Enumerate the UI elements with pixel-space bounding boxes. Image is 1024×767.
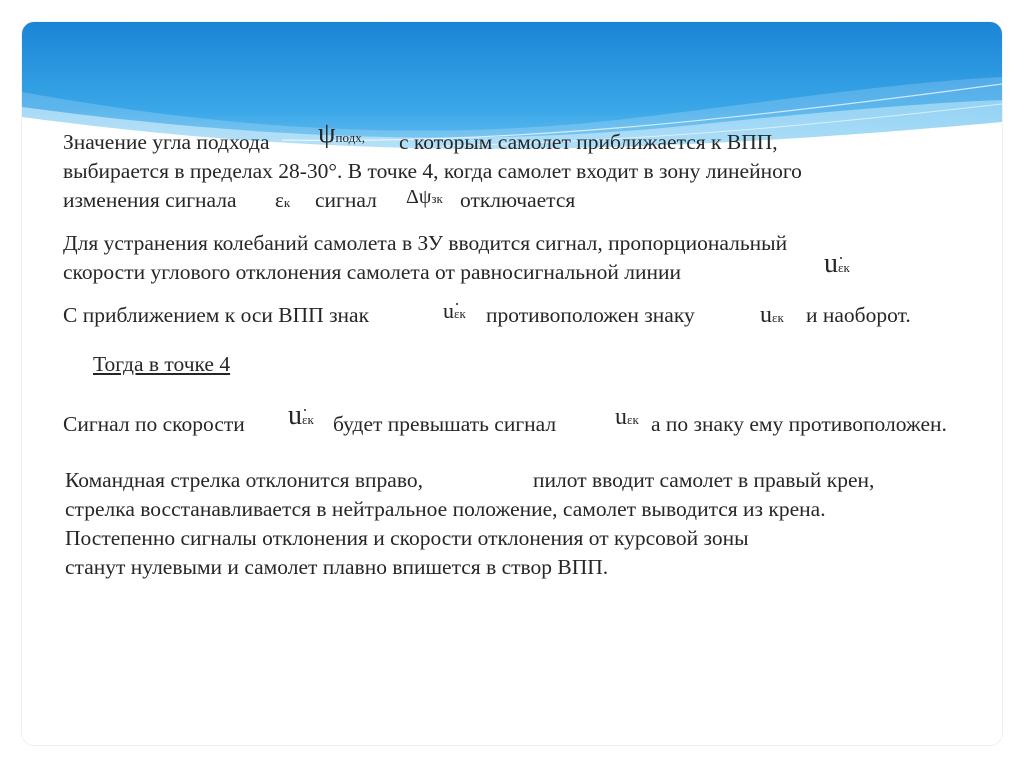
p1-line1 xyxy=(63,128,270,156)
p6-line4: станут нулевыми и самолет плавно впишется в створ ВПП. xyxy=(65,555,609,579)
epsilon-subscript: к xyxy=(283,195,291,210)
k-subscript: к xyxy=(459,306,466,321)
u-glyph: u xyxy=(443,298,454,323)
p5-text-b: будет превышать сигнал xyxy=(333,412,557,436)
k-subscript: к xyxy=(632,412,639,427)
p3-text-c: и наоборот. xyxy=(806,303,911,327)
p5-text-a: Сигнал по скорости xyxy=(63,412,245,436)
p6-line2: стрелка восстанавливается в нейтральное положение, самолет выводится из крена. xyxy=(65,497,826,521)
p1-line3 xyxy=(63,186,237,214)
p1-line2: выбирается в пределах 28-30°. В точке 4, когда самолет входит в зону линейного xyxy=(63,159,802,183)
eps-dot-subscript: ε xyxy=(302,412,308,427)
delta-psi-glyph: Δψ xyxy=(406,186,432,208)
p1-line3-b: сигнал xyxy=(315,188,377,212)
eps-subscript: ε xyxy=(772,310,778,325)
psi-subscript: подх, xyxy=(335,130,365,145)
p3-text-b: противоположен знаку xyxy=(486,303,695,327)
slide xyxy=(22,22,1002,745)
p5-text-c: а по знаку ему противоположен. xyxy=(651,412,947,436)
eps-subscript: ε xyxy=(627,412,633,427)
p1-line1-cont xyxy=(399,128,778,156)
p1-line3-c: отключается xyxy=(460,188,576,212)
k-subscript: к xyxy=(777,310,784,325)
p4-underlined-heading: Тогда в точке 4 xyxy=(93,352,231,376)
k-subscript: к xyxy=(843,260,850,275)
text-segment: Значение угла подхода xyxy=(63,130,270,154)
u-eps-dot-symbol-3 xyxy=(288,400,314,432)
p6-line1-b: пилот вводит самолет в правый крен, xyxy=(533,468,875,492)
u-glyph: u xyxy=(288,400,302,431)
p2-line1: Для устранения колебаний самолета в ЗУ вводится сигнал, пропорциональный xyxy=(63,231,788,255)
text-segment: изменения сигнала xyxy=(63,188,237,212)
psi-glyph: ψ xyxy=(318,118,336,149)
u-eps-dot-symbol-2 xyxy=(443,298,466,324)
p3-text-a: С приближением к оси ВПП знак xyxy=(63,303,370,327)
u-glyph: u xyxy=(824,248,838,279)
p2-line2: скорости углового отклонения самолета от равносигнальной линии xyxy=(63,260,681,284)
p6-line3: Постепенно сигналы отклонения и скорости отклонения от курсовой зоны xyxy=(65,526,749,550)
eps-dot-subscript: ε xyxy=(454,306,460,321)
u-eps-dot-symbol xyxy=(824,248,850,280)
delta-psi-subscript: зк xyxy=(431,191,443,206)
psi-approach-symbol xyxy=(318,118,365,150)
text-segment: с которым самолет приближается к ВПП, xyxy=(399,130,778,154)
p6-line1-a: Командная стрелка отклонится вправо, xyxy=(65,468,423,492)
eps-dot-subscript: ε xyxy=(838,260,844,275)
epsilon-glyph: ε xyxy=(275,188,284,212)
delta-psi-symbol xyxy=(406,186,443,209)
u-glyph: u xyxy=(615,404,627,430)
u-eps-symbol xyxy=(760,302,784,329)
k-subscript: к xyxy=(307,412,314,427)
u-eps-symbol-2 xyxy=(615,404,639,431)
u-glyph: u xyxy=(760,302,772,328)
epsilon-k-symbol xyxy=(275,188,290,213)
